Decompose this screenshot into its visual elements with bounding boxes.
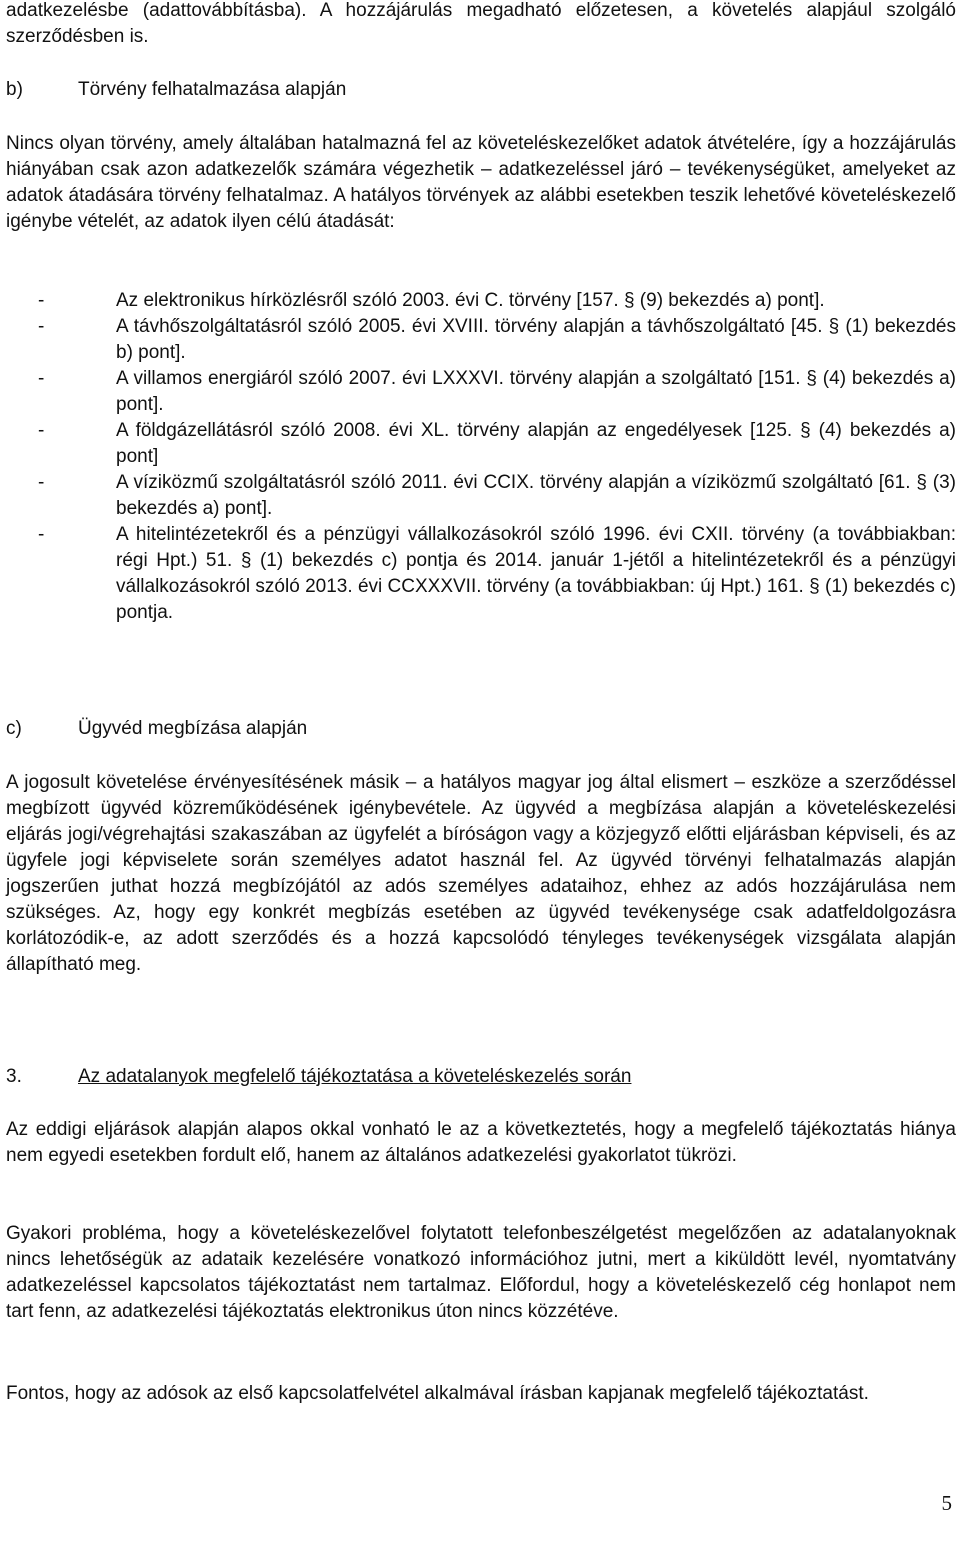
list-dash: -: [38, 472, 45, 493]
intro-paragraph: adatkezelésbe (adattovábbításba). A hozzájárulás megadható előzetesen, a követelés alapjául szolgáló szerződésben is.: [6, 0, 956, 47]
list-item: - A hitelintézetekről és a pénzügyi vállalkozásokról szóló 1996. évi CXII. törvény (a továbbiakban: régi Hpt.) 51. § (1) bekezdés c) pontja és 2014. január 1-jétől a hitelintézetekről és a pénzügyi vállalkozásokról szóló 2013. évi CCXXXVII. törvény (a továbbiakban: új Hpt.) 161. § (1) bekezdés c) pontja.: [38, 524, 956, 623]
section-3-paragraph-3: Fontos, hogy az adósok az első kapcsolatfelvétel alkalmával írásban kapjanak megfelelő tájékoztatást.: [6, 1383, 869, 1404]
list-dash: -: [38, 420, 45, 441]
section-3-heading: [6, 1064, 631, 1090]
page-number: 5: [941, 1491, 952, 1515]
section-b-heading: [6, 77, 346, 103]
list-item: - A távhőszolgáltatásról szóló 2005. évi XVIII. törvény alapján a távhőszolgáltató [45. § (1) bekezdés b) pont].: [38, 316, 956, 363]
list-dash: -: [38, 524, 45, 545]
section-3-paragraph-2: Gyakori probléma, hogy a követeléskezelővel folytatott telefonbeszélgetést megelőzően az adatalanyoknak nincs lehetőségük az adataik kezelésére vonatkozó információhoz jutni, mert a kiküldött levél, nyomtatvány adatkezeléssel kapcsolatos tájékoztatást nem tartalmaz. Előfordul, hogy a követeléskezelő cég honlapot nem tart fenn, az adatkezelési tájékoztatás elektronikus úton nincs közzétéve.: [6, 1223, 956, 1322]
section-b-paragraph: Nincs olyan törvény, amely általában hatalmazná fel az követeléskezelőket adatok átvételére, így a hozzájárulás hiányában csak azon adatkezelők számára végezhetik – adatkezeléssel járó – tevékenységüket, amelyeket az adatok átadására törvény felhatalmaz. A hatályos törvények az alábbi esetekben teszik lehetővé követeléskezelő igénybe vételét, az adatok ilyen célú átadását:: [6, 133, 956, 232]
section-b-label: b): [6, 79, 23, 100]
list-item: - A földgázellátásról szóló 2008. évi XL. törvény alapján az engedélyesek [125. § (4) bekezdés a) pont]: [38, 420, 956, 467]
section-c-label: c): [6, 718, 22, 739]
list-item: - A víziközmű szolgáltatásról szóló 2011. évi CCIX. törvény alapján a víziközmű szolgáltató [61. § (3) bekezdés a) pont].: [38, 472, 956, 519]
list-item: - Az elektronikus hírközlésről szóló 2003. évi C. törvény [157. § (9) bekezdés a) pont].: [6, 288, 956, 314]
list-item: - A villamos energiáról szóló 2007. évi LXXXVI. törvény alapján a szolgáltató [151. § (4) bekezdés a) pont].: [38, 368, 956, 415]
section-3-title: Az adatalanyok megfelelő tájékoztatása a követeléskezelés során: [78, 1066, 632, 1087]
law-list: [6, 288, 956, 626]
list-dash: -: [38, 316, 45, 337]
list-dash: -: [38, 368, 45, 389]
section-c-paragraph: A jogosult követelése érvényesítésének másik – a hatályos magyar jog által elismert – eszköze a szerződéssel megbízott ügyvéd közreműködésének igénybevétele. Az ügyvéd a megbízása alapján a követeléskezelési eljárás jogi/végrehajtási szakaszában az ügyfelét a bíróságon vagy a közjegyző előtti eljárásban képviseli, és az ügyfele jogi képviselete során személyes adatot használ fel. Az ügyvéd törvényi felhatalmazás alapján jogszerűen juthat hozzá megbízójától az adós személyes adataihoz, ehhez az adós hozzájárulása nem szükséges. Az, hogy egy konkrét megbízás esetében az ügyvéd tevékenysége csak adatfeldolgozásra korlátozódik-e, az adott szerződés és a hozzá kapcsolódó tényleges tevékenységek vizsgálata alapján állapítható meg.: [6, 772, 956, 975]
list-dash: -: [38, 290, 45, 311]
section-3-paragraph-1: Az eddigi eljárások alapján alapos okkal vonható le az a következtetés, hogy a megfelelő tájékoztatás hiánya nem egyedi esetekben fordult elő, hanem az általános adatkezelési gyakorlatot tükrözi.: [6, 1119, 956, 1166]
section-b-title: Törvény felhatalmazása alapján: [78, 79, 347, 100]
section-c-heading: [6, 716, 307, 742]
section-3-number: 3.: [6, 1066, 22, 1087]
section-c-title: Ügyvéd megbízása alapján: [78, 718, 308, 739]
